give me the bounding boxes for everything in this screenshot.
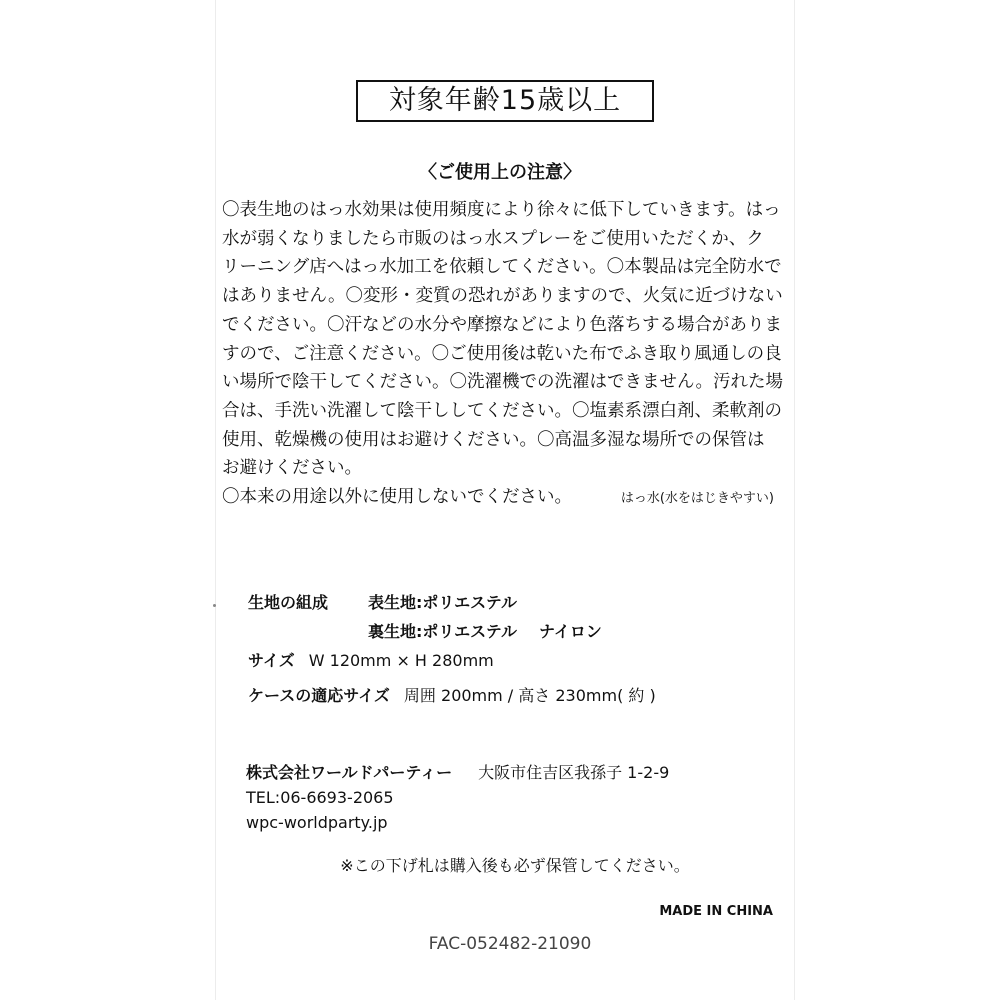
lining-value-2: ナイロン xyxy=(538,622,602,641)
caution-line: 使用、乾燥機の使用はお避けください。〇高温多湿な場所での保管は xyxy=(222,429,765,450)
caution-line: 〇本来の用途以外に使用しないでください。 xyxy=(222,487,572,508)
company-name: 株式会社ワールドパーティー xyxy=(246,763,453,782)
company-info xyxy=(246,760,786,835)
caution-line: い場所で陰干してください。〇洗濯機での洗濯はできません。汚れた場 xyxy=(222,372,784,393)
caution-line: リーニング店へはっ水加工を依頼してください。〇本製品は完全防水で xyxy=(222,257,782,278)
lining-fabric xyxy=(368,617,602,646)
caution-last-line xyxy=(222,483,782,514)
paper-speck xyxy=(213,604,216,607)
composition-row xyxy=(248,588,768,617)
caution-line: 合は、手洗い洗濯して陰干ししてください。〇塩素系漂白剤、柔軟剤の xyxy=(222,400,782,421)
caution-line: はありません。〇変形・変質の恐れがありますので、火気に近づけない xyxy=(222,286,783,307)
caution-line: お避けください。 xyxy=(222,458,362,479)
size-value: W 120mm × H 280mm xyxy=(308,651,494,670)
caution-line: でください。〇汗などの水分や摩擦などにより色落ちする場合がありま xyxy=(222,314,782,335)
outer-label: 表生地 xyxy=(368,593,417,612)
size-row xyxy=(248,646,768,675)
lining-row xyxy=(248,617,768,646)
product-code: FAC-052482-21090 xyxy=(428,934,592,954)
lining-label: 裏生地 xyxy=(368,622,417,641)
keep-tag-note: ※この下げ札は購入後も必ず保管してください。 xyxy=(340,856,690,875)
made-in-label: MADE IN CHINA xyxy=(659,904,773,919)
company-tel: TEL:06-6693-2065 xyxy=(246,788,394,807)
age-label-box: 対象年齢15歳以上 xyxy=(356,80,654,122)
caution-text xyxy=(222,196,782,514)
composition-label: 生地の組成 xyxy=(248,593,329,612)
case-size-label: ケースの適応サイズ xyxy=(248,686,390,705)
case-size-value: 周囲 200mm / 高さ 230mm( 約 ) xyxy=(403,686,656,705)
caution-line: すので、ご注意ください。〇ご使用後は乾いた布でふき取り風通しの良 xyxy=(222,343,782,364)
outer-value: :ポリエステル xyxy=(416,593,517,612)
company-address: 大阪市住吉区我孫子 1-2-9 xyxy=(478,763,670,782)
outer-fabric xyxy=(368,588,517,617)
size-label: サイズ xyxy=(248,651,295,670)
company-url: wpc-worldparty.jp xyxy=(246,813,388,832)
caution-line: 水が弱くなりましたら市販のはっ水スプレーをご使用いただくか、ク xyxy=(222,228,764,249)
water-repellent-note: はっ水(水をはじきやすい) xyxy=(620,491,774,507)
caution-line: 〇表生地のはっ水効果は使用頻度により徐々に低下していきます。はっ xyxy=(222,200,781,220)
case-size-row xyxy=(248,681,768,710)
spec-section xyxy=(248,588,768,710)
caution-heading: 〈ご使用上の注意〉 xyxy=(419,162,581,183)
lining-value: :ポリエステル xyxy=(416,622,517,641)
